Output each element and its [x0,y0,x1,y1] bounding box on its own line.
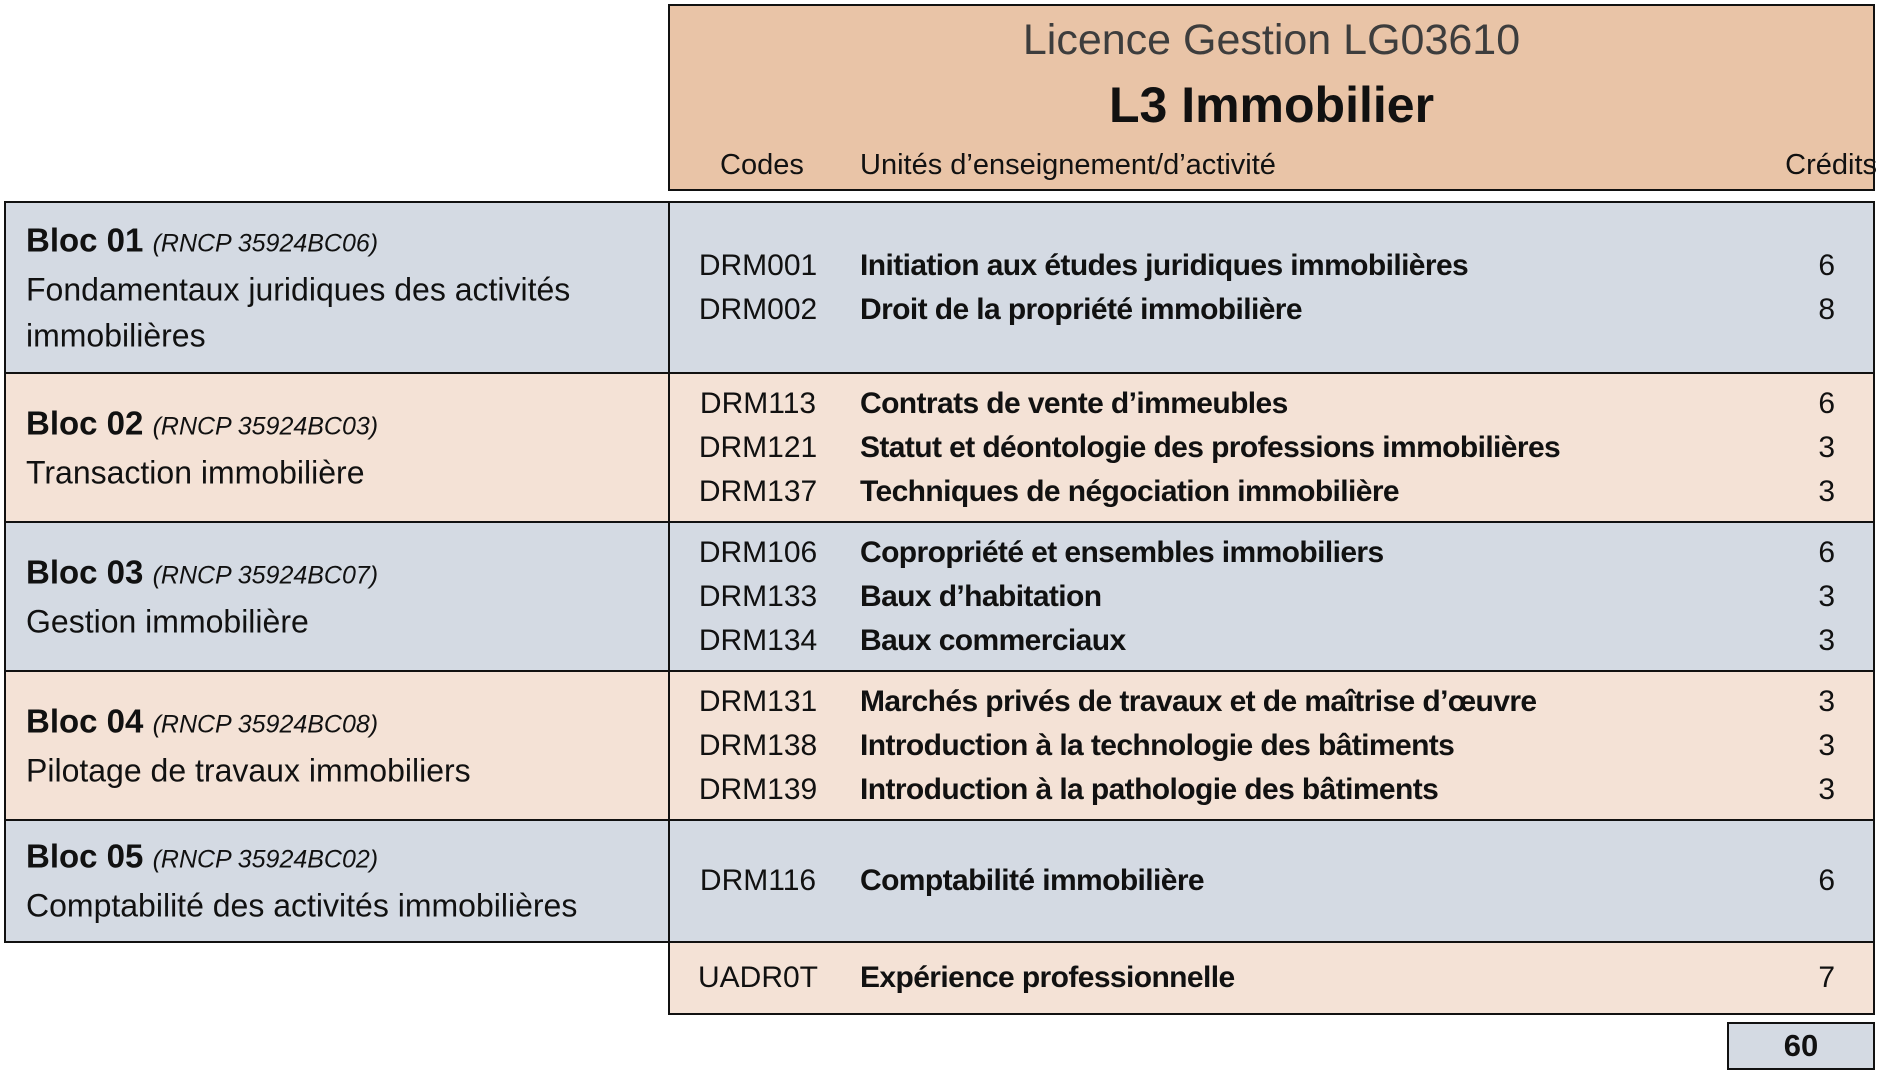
unit-credits: 6 [1818,864,1835,897]
unit-row [670,575,1873,619]
bloc-02-units [668,372,1875,523]
bloc-description: Transaction immobilière [26,454,365,490]
unit-row [670,244,1873,288]
unit-credits: 8 [1818,292,1835,326]
unit-code: DRM121 [698,430,818,464]
unit-code: DRM134 [698,623,818,657]
unit-credits: 3 [1818,728,1835,762]
unit-credits: 3 [1818,579,1835,613]
unit-row [670,859,1873,903]
bloc-03-units [668,521,1875,672]
bloc-rncp: (RNCP 35924BC08) [152,710,379,738]
bloc-rncp: (RNCP 35924BC06) [152,229,379,257]
unit-credits: 6 [1818,535,1835,569]
column-header-units: Unités d’enseignement/d’activité [860,149,1276,181]
unit-name: Copropriété et ensembles immobiliers [860,535,1384,569]
bloc-04-units [668,670,1875,821]
unit-row [670,470,1873,514]
bloc-description: Fondamentaux juridiques des activités immobilières [26,271,571,353]
unit-name: Contrats de vente d’immeubles [860,386,1288,420]
unit-code: DRM137 [698,474,818,508]
program-title: L3 Immobilier [1108,77,1435,133]
unit-row [670,288,1873,332]
bloc-label: Bloc 04 [26,702,144,739]
unit-name: Baux d’habitation [860,579,1102,613]
bloc-01-label-cell [4,201,670,374]
unit-name: Techniques de négociation immobilière [860,474,1400,508]
unit-credits: 3 [1818,430,1835,464]
unit-code: DRM001 [698,248,818,282]
unit-name: Initiation aux études juridiques immobilières [860,248,1469,282]
unit-name: Comptabilité immobilière [860,864,1204,897]
unit-row [670,382,1873,426]
unit-code: DRM116 [699,864,817,897]
experience-row [668,941,1875,1015]
bloc-04-label-cell [4,670,670,821]
unit-row [670,724,1873,768]
unit-credits: 3 [1818,474,1835,508]
total-credits: 60 [1727,1022,1875,1070]
unit-credits: 3 [1818,772,1835,806]
unit-code: DRM139 [698,772,818,806]
unit-name: Introduction à la pathologie des bâtiments [860,772,1439,806]
unit-credits: 7 [1818,961,1835,994]
unit-code: DRM131 [698,684,818,718]
bloc-description: Pilotage de travaux immobiliers [26,752,471,788]
bloc-05-label-cell [4,819,670,943]
unit-code: DRM113 [699,386,817,420]
program-subtitle: Licence Gestion LG03610 [1022,16,1521,64]
unit-row [670,531,1873,575]
bloc-label: Bloc 01 [26,221,144,258]
program-header [668,4,1875,191]
column-header-codes: Codes [720,149,804,181]
unit-name: Marchés privés de travaux et de maîtrise d’œuvre [860,684,1537,718]
unit-name: Baux commerciaux [860,623,1126,657]
bloc-description: Gestion immobilière [26,603,309,639]
unit-name: Expérience professionnelle [860,961,1235,994]
unit-credits: 3 [1818,684,1835,718]
bloc-05-units [668,819,1875,943]
unit-row [670,619,1873,663]
unit-code: DRM133 [698,579,818,613]
bloc-rncp: (RNCP 35924BC03) [152,412,379,440]
unit-credits: 6 [1818,386,1835,420]
bloc-01-units [668,201,1875,374]
unit-row [670,768,1873,812]
unit-name: Droit de la propriété immobilière [860,292,1302,326]
unit-name: Introduction à la technologie des bâtiments [860,728,1455,762]
unit-row [670,956,1873,1000]
bloc-03-label-cell [4,521,670,672]
unit-name: Statut et déontologie des professions immobilières [860,430,1561,464]
unit-code: UADR0T [697,961,818,994]
bloc-label: Bloc 02 [26,404,144,441]
bloc-rncp: (RNCP 35924BC07) [152,561,379,589]
bloc-label: Bloc 03 [26,553,144,590]
bloc-02-label-cell [4,372,670,523]
unit-code: DRM106 [698,535,818,569]
unit-row [670,680,1873,724]
unit-code: DRM002 [698,292,818,326]
unit-row [670,426,1873,470]
bloc-description: Comptabilité des activités immobilières [26,887,578,924]
unit-code: DRM138 [698,728,818,762]
column-header-credits: Crédits [1785,149,1877,181]
bloc-label: Bloc 05 [26,837,144,875]
bloc-rncp: (RNCP 35924BC02) [152,845,379,874]
unit-credits: 6 [1818,248,1835,282]
unit-credits: 3 [1818,623,1835,657]
